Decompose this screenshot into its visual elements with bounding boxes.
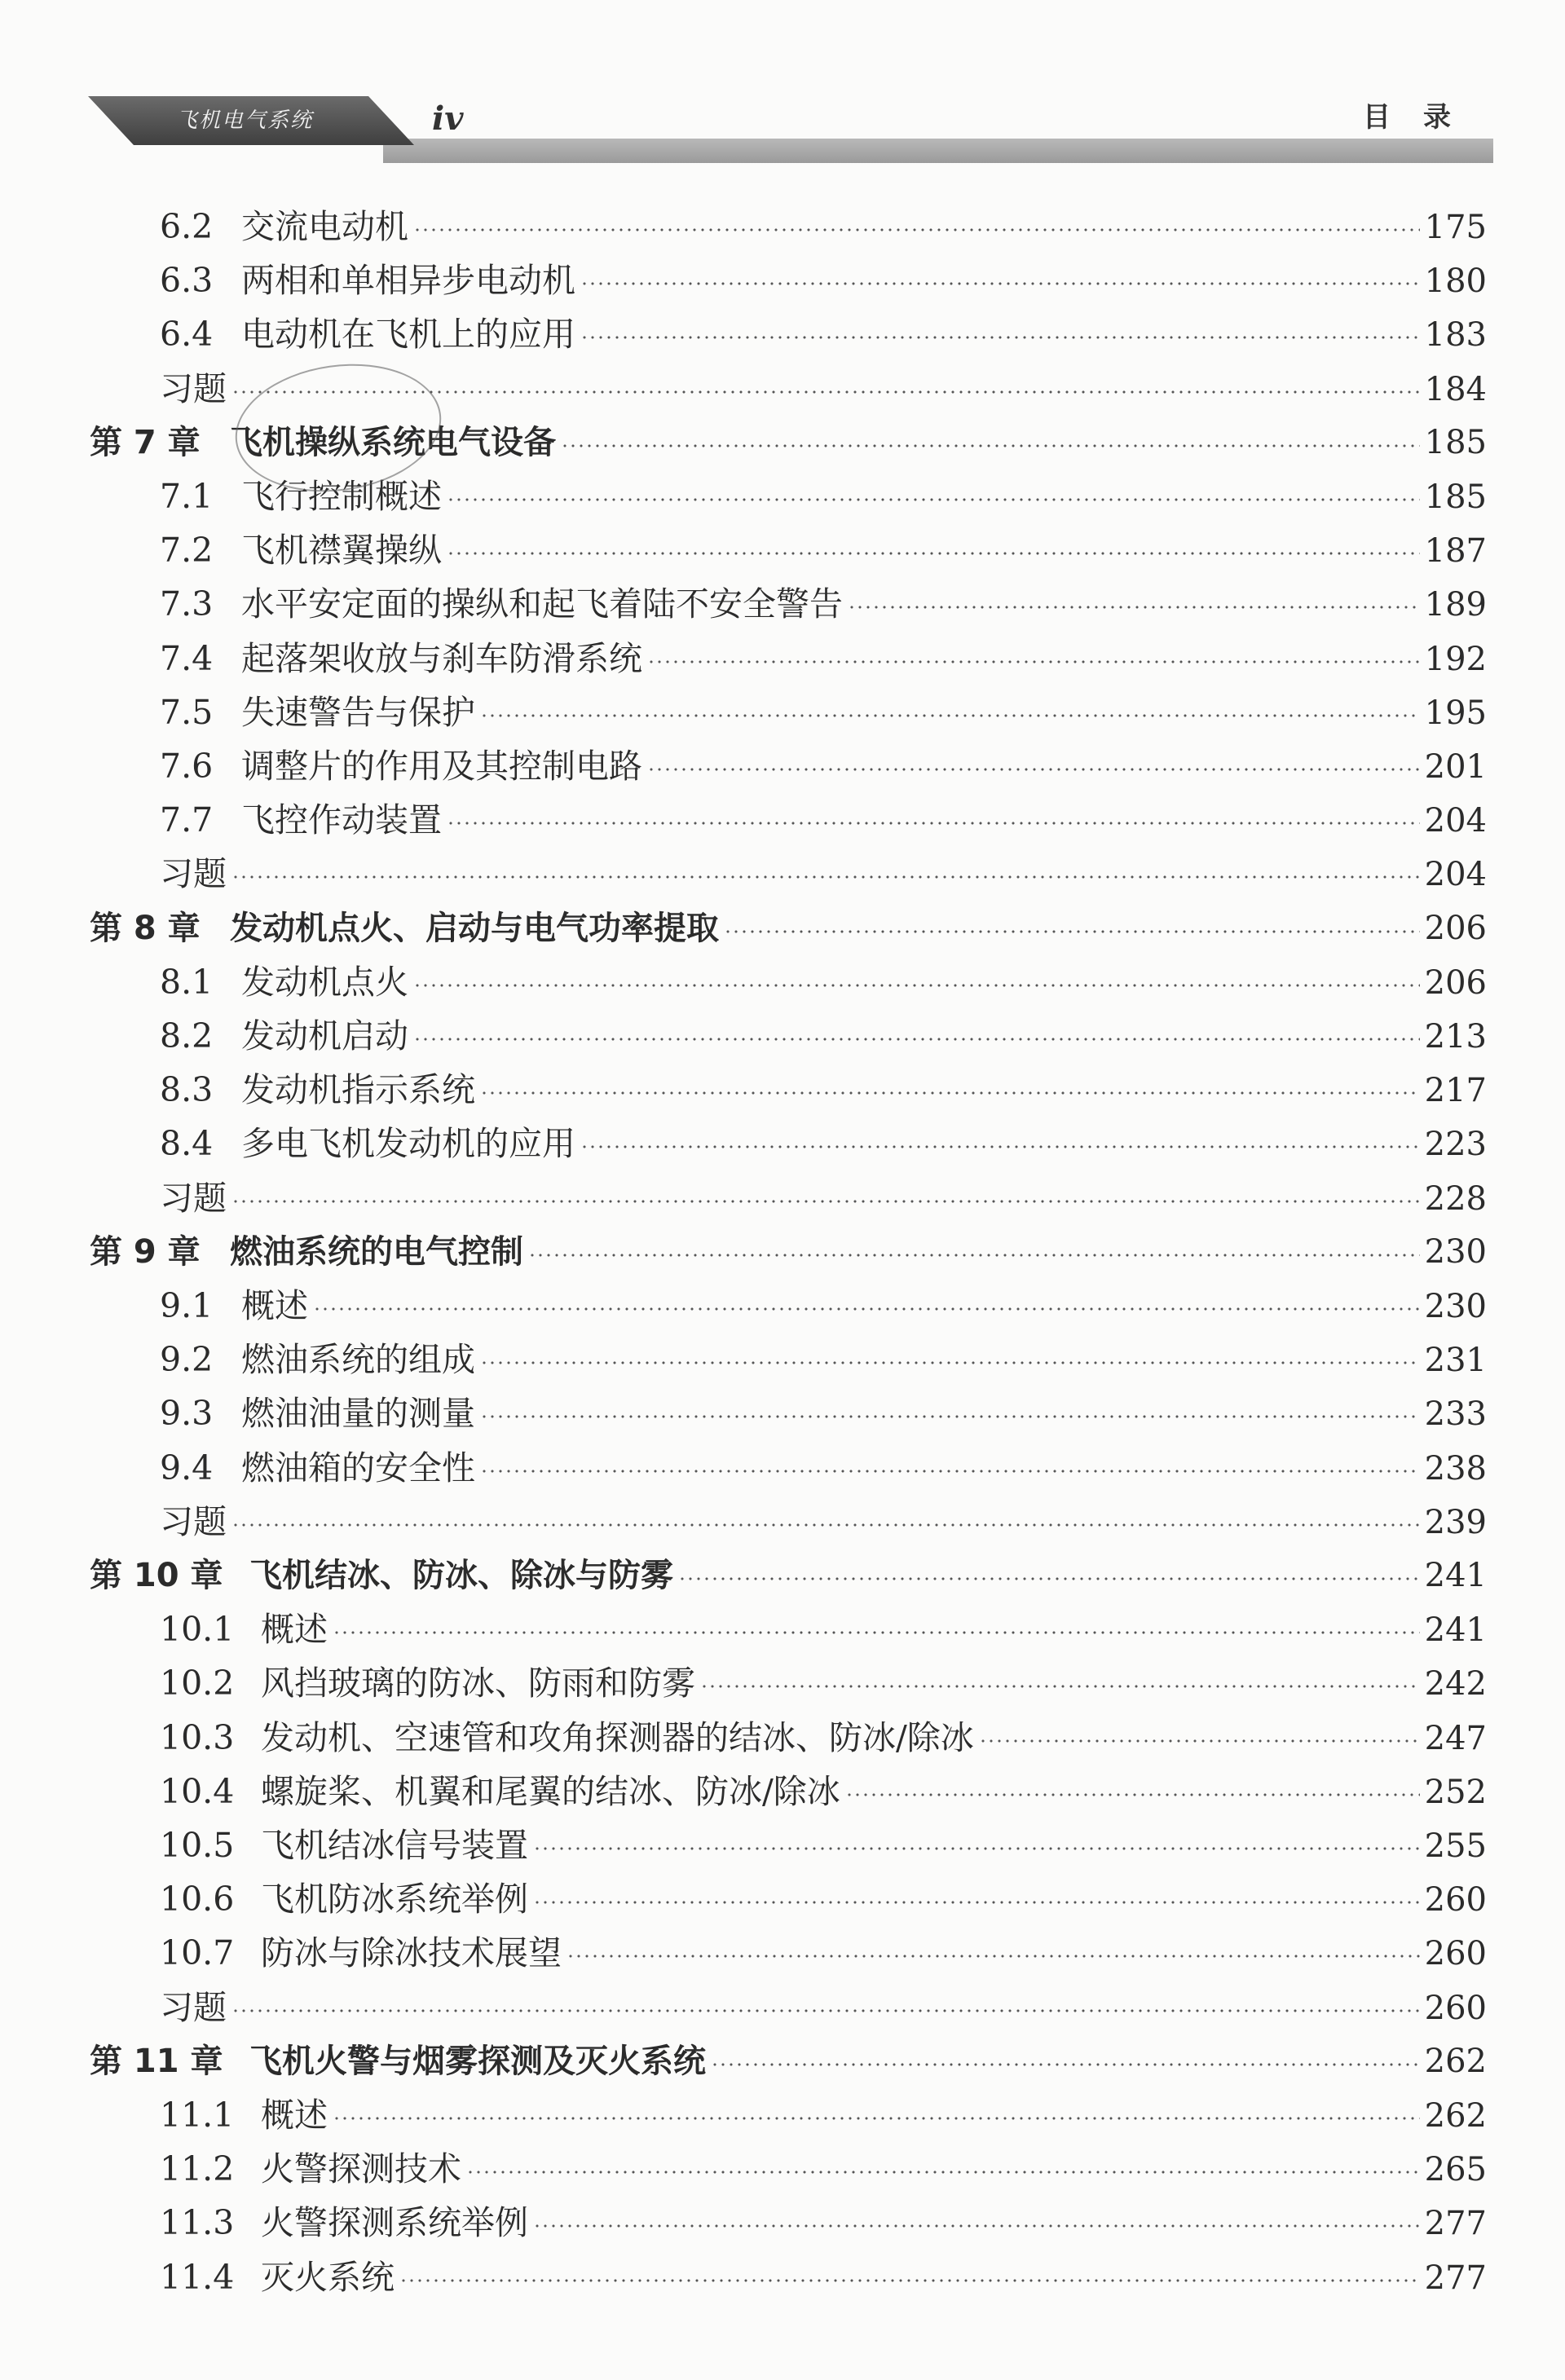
toc-entry-page: 184 (1424, 370, 1487, 408)
toc-entry-title: 灭火系统 (261, 2257, 395, 2297)
toc-entry-title: 飞机火警与烟雾探测及灭火系统 (249, 2042, 706, 2080)
dot-leader (231, 875, 1420, 879)
toc-entry-page: 204 (1424, 856, 1487, 894)
dot-leader (413, 984, 1420, 987)
dot-leader (480, 714, 1420, 717)
book-title: 飞机电气系统 (175, 108, 313, 133)
dot-leader (528, 1254, 1420, 1257)
toc-entry-title: 起落架收放与刹车防滑系统 (241, 638, 642, 678)
dot-leader (480, 1361, 1420, 1364)
toc-section-entry (160, 2254, 1487, 2300)
toc-entry-title: 飞行控制概述 (241, 477, 442, 516)
toc-entry-title: 飞机防冰系统举例 (261, 1880, 528, 1919)
toc-entry-page: 228 (1424, 1179, 1487, 1218)
toc-entry-number: 10.6 (160, 1880, 235, 1919)
toc-entry-number: 8.2 (160, 1016, 214, 1056)
dot-leader (580, 282, 1420, 285)
dot-leader (845, 1793, 1420, 1796)
toc-entry-title: 燃油箱的安全性 (241, 1448, 475, 1488)
toc-entry-number: 7.4 (160, 638, 214, 678)
toc-entry-number: 9.3 (160, 1394, 214, 1434)
dot-leader (647, 768, 1420, 771)
toc-entry-page: 260 (1424, 1881, 1487, 1919)
toc-entry-page: 231 (1424, 1342, 1487, 1380)
toc-section-entry (160, 1283, 1487, 1329)
toc-chapter-entry (90, 1229, 1487, 1275)
toc-entry-title: 飞控作动装置 (241, 800, 442, 840)
toc-entry-page: 260 (1424, 1935, 1487, 1973)
toc-section-entry (160, 258, 1487, 303)
dot-leader (447, 552, 1420, 555)
toc-entry-number: 6.3 (160, 261, 214, 301)
toc-entry-number: 第 8 章 (90, 909, 201, 947)
toc-entry-page: 201 (1424, 748, 1487, 786)
toc-entry-number: 第 11 章 (90, 2042, 223, 2080)
toc-entry-number: 8.3 (160, 1070, 214, 1110)
toc-entry-number: 10.4 (160, 1771, 235, 1811)
toc-entry-number: 7.7 (160, 800, 214, 840)
toc-entry-number: 11.2 (160, 2149, 235, 2189)
toc-entry-number: 7.3 (160, 584, 214, 624)
dot-leader (231, 1523, 1420, 1527)
toc-entry-number: 7.1 (160, 477, 214, 516)
toc-entry-page: 241 (1424, 1557, 1487, 1594)
toc-entry-title: 多电飞机发动机的应用 (241, 1124, 575, 1164)
toc-chapter-entry (90, 906, 1487, 951)
toc-section-entry (160, 1067, 1487, 1113)
toc-entry-number: 9.1 (160, 1286, 214, 1325)
toc-entry-number: 10.5 (160, 1826, 235, 1865)
toc-entry-page: 277 (1424, 2259, 1487, 2297)
toc-entry-number: 10.3 (160, 1717, 235, 1757)
dot-leader (447, 822, 1420, 825)
toc-entry-page: 183 (1424, 316, 1487, 355)
toc-entry-page: 262 (1424, 2042, 1487, 2080)
toc-section-entry (160, 636, 1487, 681)
toc-entry-number: 第 9 章 (90, 1232, 201, 1271)
toc-section-entry (160, 527, 1487, 573)
toc-entry-number: 10.7 (160, 1933, 235, 1973)
toc-exercise-entry (160, 1499, 1487, 1545)
toc-entry-title: 习题 (160, 1178, 227, 1218)
dot-leader (480, 1091, 1420, 1095)
dot-leader (313, 1307, 1420, 1311)
dot-leader (580, 336, 1420, 339)
toc-section-entry (160, 2092, 1487, 2138)
toc-entry-title: 习题 (160, 1987, 227, 2027)
toc-entry-number: 11.4 (160, 2257, 235, 2297)
toc-exercise-entry (160, 1985, 1487, 2030)
page-number: iv (432, 99, 464, 138)
toc-entry-page: 242 (1424, 1665, 1487, 1703)
toc-section-entry (160, 581, 1487, 627)
toc-entry-number: 7.2 (160, 531, 214, 571)
toc-exercise-entry (160, 851, 1487, 897)
toc-entry-page: 195 (1424, 694, 1487, 732)
toc-entry-title: 概述 (261, 2096, 328, 2135)
toc-entry-page: 204 (1424, 802, 1487, 840)
toc-entry-page: 185 (1424, 423, 1487, 461)
toc-section-entry (160, 1715, 1487, 1761)
dot-leader (678, 1577, 1420, 1580)
toc-entry-number: 6.2 (160, 207, 214, 246)
toc-entry-title: 两相和单相异步电动机 (241, 261, 575, 301)
toc-section-entry (160, 959, 1487, 1005)
toc-entry-page: 262 (1424, 2097, 1487, 2135)
toc-section-entry (160, 1822, 1487, 1868)
toc-entry-title: 发动机、空速管和攻角探测器的结冰、防冰/除冰 (261, 1717, 974, 1757)
toc-section-entry (160, 204, 1487, 249)
dot-leader (447, 498, 1420, 501)
table-of-contents (0, 204, 1565, 2307)
toc-entry-title: 飞机襟翼操纵 (241, 531, 442, 571)
dot-leader (724, 930, 1420, 933)
toc-section-entry (160, 1876, 1487, 1922)
toc-entry-page: 213 (1424, 1018, 1487, 1056)
toc-entry-title: 火警探测系统举例 (261, 2203, 528, 2243)
toc-section-entry (160, 2200, 1487, 2246)
toc-section-entry (160, 1121, 1487, 1166)
toc-entry-page: 206 (1424, 963, 1487, 1002)
toc-section-entry (160, 690, 1487, 735)
toc-entry-page: 230 (1424, 1232, 1487, 1271)
toc-entry-number: 9.2 (160, 1340, 214, 1380)
dot-leader (700, 1685, 1420, 1688)
toc-entry-title: 燃油系统的组成 (241, 1340, 475, 1380)
toc-entry-page: 238 (1424, 1449, 1487, 1488)
toc-section-entry (160, 1013, 1487, 1059)
toc-entry-number: 6.4 (160, 315, 214, 355)
toc-entry-title: 概述 (261, 1610, 328, 1650)
toc-entry-title: 风挡玻璃的防冰、防雨和防雾 (261, 1664, 695, 1703)
toc-entry-title: 电动机在飞机上的应用 (241, 315, 575, 355)
toc-entry-page: 239 (1424, 1503, 1487, 1541)
toc-entry-title: 防冰与除冰技术展望 (261, 1933, 562, 1973)
toc-entry-title: 火警探测技术 (261, 2149, 461, 2189)
toc-section-entry (160, 1769, 1487, 1814)
toc-section-entry (160, 1445, 1487, 1491)
toc-entry-page: 265 (1424, 2151, 1487, 2189)
dot-leader (533, 1847, 1420, 1850)
toc-chapter-entry (90, 2038, 1487, 2084)
toc-entry-title: 发动机指示系统 (241, 1070, 475, 1110)
toc-section-entry (160, 311, 1487, 357)
toc-entry-title: 飞机操纵系统电气设备 (230, 423, 556, 461)
toc-entry-page: 187 (1424, 532, 1487, 571)
toc-section-entry (160, 1337, 1487, 1382)
toc-entry-page: 217 (1424, 1072, 1487, 1110)
dot-leader (413, 228, 1420, 231)
toc-entry-title: 燃油油量的测量 (241, 1394, 475, 1434)
dot-leader (399, 2279, 1420, 2282)
toc-entry-title: 失速警告与保护 (241, 692, 475, 732)
toc-exercise-entry (160, 1175, 1487, 1221)
toc-entry-title: 发动机启动 (241, 1016, 408, 1056)
toc-entry-page: 185 (1424, 478, 1487, 516)
dot-leader (647, 660, 1420, 663)
toc-entry-title: 概述 (241, 1286, 308, 1325)
dot-leader (231, 1200, 1420, 1203)
toc-section-entry (160, 2146, 1487, 2192)
toc-entry-title: 交流电动机 (241, 207, 408, 246)
dot-leader (466, 2171, 1420, 2174)
toc-entry-page: 260 (1424, 1989, 1487, 2027)
toc-entry-page: 277 (1424, 2205, 1487, 2243)
toc-section-entry (160, 1391, 1487, 1436)
toc-entry-number: 第 10 章 (90, 1557, 223, 1594)
toc-entry-page: 206 (1424, 909, 1487, 947)
toc-entry-title: 发动机点火 (241, 962, 408, 1002)
toc-entry-number: 第 7 章 (90, 423, 201, 461)
dot-leader (333, 2117, 1420, 2120)
toc-entry-number: 11.3 (160, 2203, 235, 2243)
toc-entry-title: 习题 (160, 854, 227, 894)
toc-entry-page: 233 (1424, 1395, 1487, 1434)
toc-entry-title: 飞机结冰信号装置 (261, 1826, 528, 1865)
toc-entry-title: 飞机结冰、防冰、除冰与防雾 (249, 1557, 673, 1594)
toc-entry-title: 水平安定面的操纵和起飞着陆不安全警告 (241, 584, 843, 624)
toc-section-entry (160, 1606, 1487, 1652)
toc-chapter-entry (90, 1553, 1487, 1598)
dot-leader (533, 1901, 1420, 1904)
toc-entry-title: 调整片的作用及其控制电路 (241, 747, 642, 786)
dot-leader (566, 1955, 1420, 1958)
dot-leader (333, 1631, 1420, 1634)
toc-entry-number: 7.5 (160, 692, 214, 732)
toc-section-entry (160, 743, 1487, 789)
toc-entry-number: 8.1 (160, 962, 214, 1002)
dot-leader (711, 2063, 1420, 2066)
toc-entry-page: 241 (1424, 1611, 1487, 1650)
header-band (383, 139, 1493, 163)
toc-entry-title: 燃油系统的电气控制 (230, 1232, 523, 1271)
dot-leader (480, 1415, 1420, 1418)
toc-entry-page: 189 (1424, 586, 1487, 624)
toc-section-entry (160, 1930, 1487, 1976)
dot-leader (533, 2224, 1420, 2228)
dot-leader (979, 1739, 1420, 1743)
dot-leader (561, 444, 1420, 447)
toc-entry-title: 发动机点火、启动与电气功率提取 (230, 909, 719, 947)
toc-entry-title: 习题 (160, 1501, 227, 1541)
dot-leader (848, 606, 1420, 609)
toc-entry-page: 255 (1424, 1827, 1487, 1865)
running-header (0, 0, 1565, 175)
dot-leader (580, 1145, 1420, 1148)
toc-entry-number: 10.2 (160, 1664, 235, 1703)
dot-leader (231, 2009, 1420, 2012)
dot-leader (480, 1470, 1420, 1473)
toc-entry-page: 223 (1424, 1126, 1487, 1164)
dot-leader (413, 1038, 1420, 1041)
toc-entry-title: 习题 (160, 368, 227, 408)
toc-entry-page: 175 (1424, 209, 1487, 246)
toc-entry-page: 192 (1424, 640, 1487, 678)
toc-entry-page: 230 (1424, 1288, 1487, 1325)
toc-entry-number: 8.4 (160, 1124, 214, 1164)
toc-entry-page: 180 (1424, 262, 1487, 301)
toc-entry-title: 螺旋桨、机翼和尾翼的结冰、防冰/除冰 (261, 1771, 840, 1811)
toc-entry-page: 252 (1424, 1773, 1487, 1811)
toc-entry-number: 9.4 (160, 1448, 214, 1488)
toc-section-entry (160, 1660, 1487, 1706)
toc-entry-number: 7.6 (160, 747, 214, 786)
toc-entry-number: 10.1 (160, 1610, 235, 1650)
toc-entry-page: 247 (1424, 1719, 1487, 1757)
section-title: 目录 (1363, 101, 1483, 134)
toc-section-entry (160, 797, 1487, 843)
toc-entry-number: 11.1 (160, 2096, 235, 2135)
